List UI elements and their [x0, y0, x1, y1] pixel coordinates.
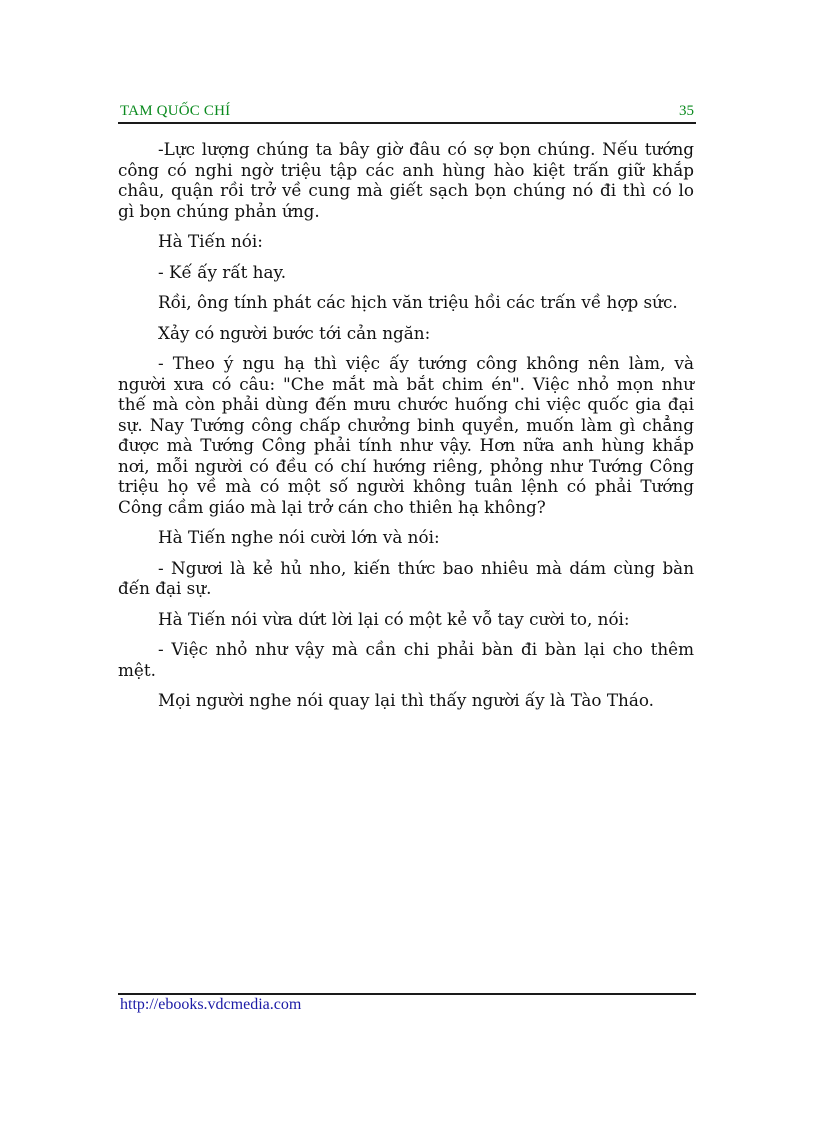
header-divider [118, 122, 696, 124]
paragraph: - Kế ấy rất hay. [158, 261, 287, 282]
page-number: 35 [679, 103, 694, 119]
book-title: TAM QUỐC CHÍ [120, 103, 231, 119]
paragraph: - Theo ý ngu hạ thì việc ấy tướng công không nên làm, và người xưa có câu: "Che mắt mà bắt chim én". Việc nhỏ mọn như thế mà còn phải dùng đến mưu chước huống chi việc quốc gia đại sự. Nay Tướng công chấp chưởng binh quyền, muốn làm gì chẳng được mà Tướng Công phải tính như vậy. Hơn nữa anh hùng khắp nơi, mỗi người có đều có chí hướng riêng, phỏng như Tướng Công triệu họ về mà có một số người không tuân lệnh có phải Tướng Công cầm giáo mà lại trở cán cho thiên hạ không? [118, 353, 694, 517]
paragraph: - Ngươi là kẻ hủ nho, kiến thức bao nhiêu mà dám cùng bàn đến đại sự. [118, 557, 694, 598]
footer-link[interactable]: http://ebooks.vdcmedia.com [120, 996, 302, 1013]
paragraph: Hà Tiến nói vừa dứt lời lại có một kẻ vỗ tay cười to, nói: [158, 608, 630, 629]
page-body [118, 139, 694, 721]
paragraph: Hà Tiến nghe nói cười lớn và nói: [158, 527, 440, 547]
paragraph: Hà Tiến nói: [158, 231, 263, 251]
paragraph: Mọi người nghe nói quay lại thì thấy người ấy là Tào Tháo. [158, 690, 654, 710]
paragraph: Rồi, ông tính phát các hịch văn triệu hồi các trấn về hợp sức. [158, 292, 678, 312]
paragraph: Xảy có người bước tới cản ngăn: [158, 322, 431, 343]
paragraph: - Việc nhỏ như vậy mà cần chi phải bàn đi bàn lại cho thêm mệt. [118, 639, 694, 680]
paragraph: -Lực lượng chúng ta bây giờ đâu có sợ bọn chúng. Nếu tướng công có nghi ngờ triệu tập các anh hùng hào kiệt trấn giữ khắp châu, quận rồi trở về cung mà giết sạch bọn chúng nó đi thì có lo gì bọn chúng phản ứng. [118, 139, 694, 221]
running-header [118, 102, 696, 122]
footer-divider [118, 993, 696, 995]
